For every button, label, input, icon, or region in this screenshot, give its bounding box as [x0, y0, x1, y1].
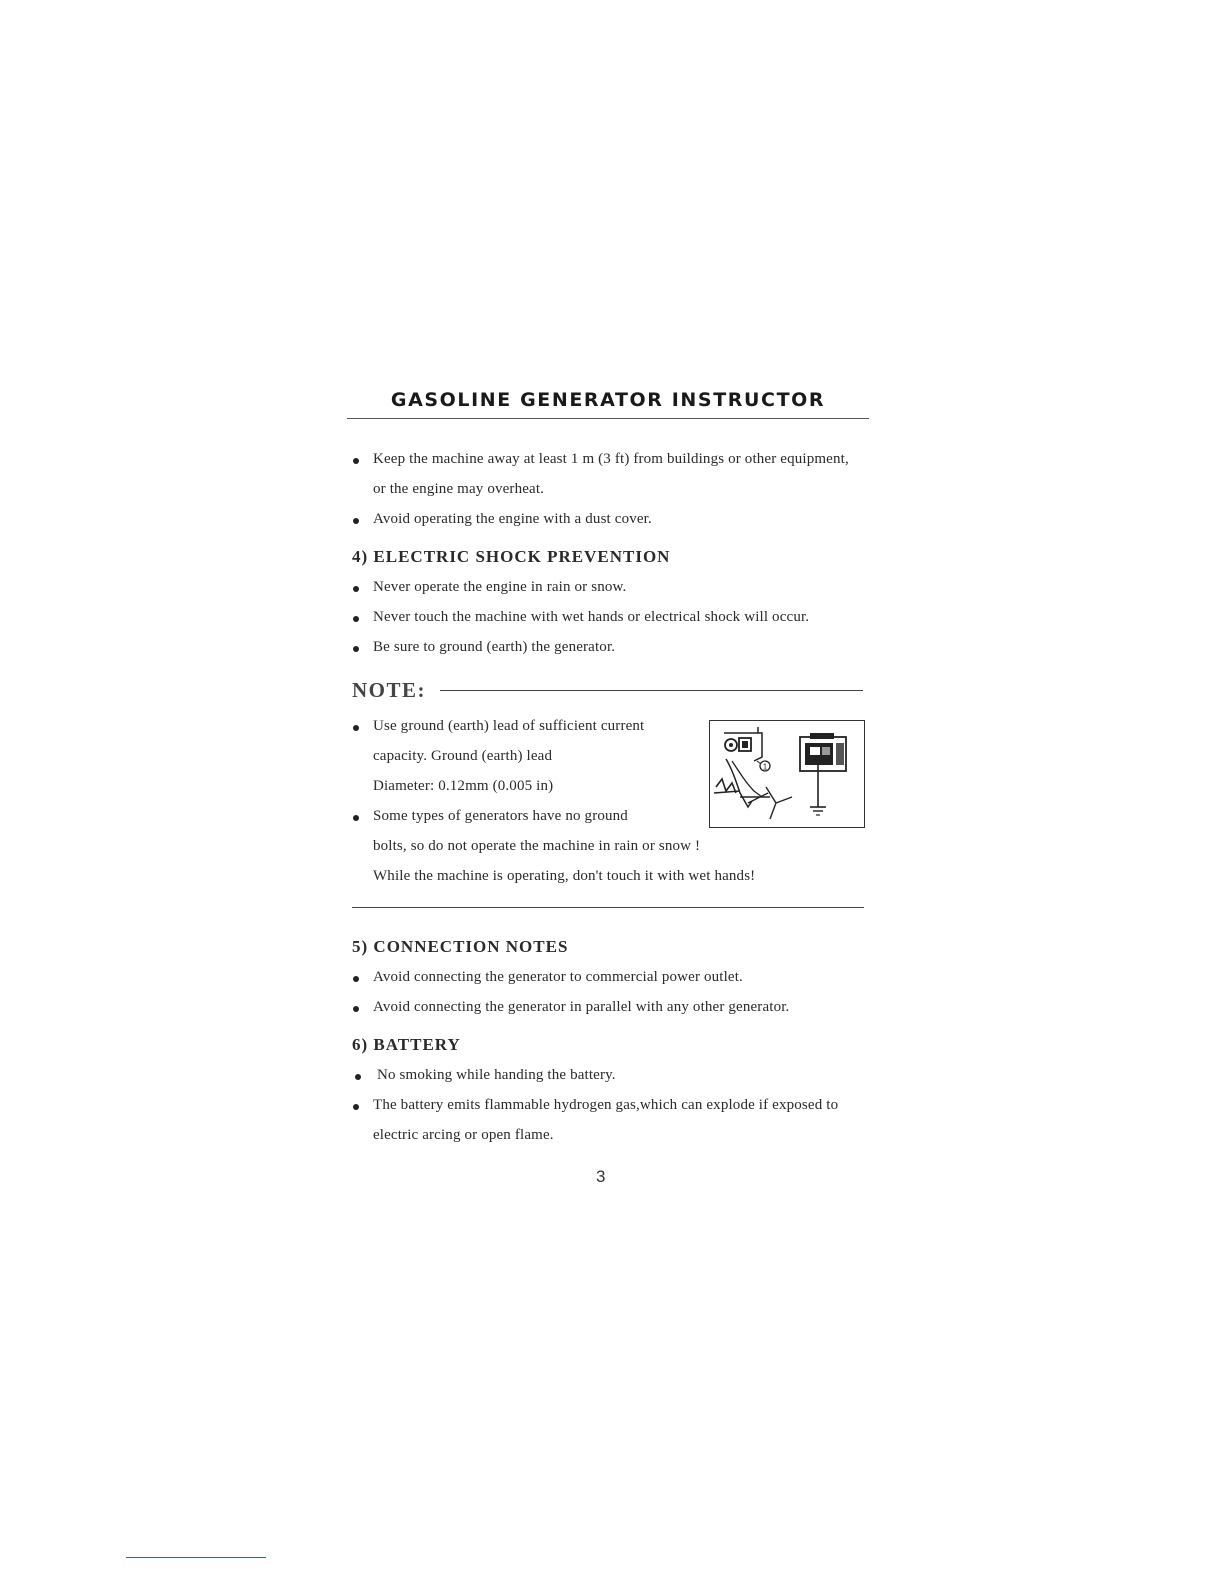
grounding-illustration-icon — [710, 721, 864, 827]
note-divider-bottom — [352, 907, 864, 908]
note-label: NOTE: — [352, 678, 427, 702]
shock-item-1: Never operate the engine in rain or snow. — [373, 579, 627, 595]
bullet-icon — [353, 725, 359, 731]
section-heading-connection: 5) CONNECTION NOTES — [352, 937, 569, 956]
bullet-icon — [353, 976, 359, 982]
connection-item-2: Avoid connecting the generator in parallel with any other generator. — [373, 999, 790, 1015]
intro-item-1-line-1: Keep the machine away at least 1 m (3 ft) from buildings or other equipment, — [373, 451, 849, 467]
section-heading-battery: 6) BATTERY — [352, 1035, 461, 1054]
intro-item-2: Avoid operating the engine with a dust cover. — [373, 511, 652, 527]
bullet-icon — [353, 1104, 359, 1110]
page-number: 3 — [596, 1167, 606, 1186]
note-item-1-line-1: Use ground (earth) lead of sufficient current — [373, 718, 645, 734]
note-item-2-line-2: bolts, so do not operate the machine in rain or snow ! — [373, 838, 701, 854]
bullet-icon — [355, 1074, 361, 1080]
note-item-2-line-3: While the machine is operating, don't touch it with wet hands! — [373, 868, 756, 884]
bullet-icon — [353, 616, 359, 622]
bullet-icon — [353, 646, 359, 652]
bullet-icon — [353, 1006, 359, 1012]
battery-item-2-line-1: The battery emits flammable hydrogen gas,which can explode if exposed to — [373, 1097, 839, 1113]
note-divider-top — [440, 690, 863, 691]
svg-text:1: 1 — [762, 762, 768, 772]
bullet-icon — [353, 586, 359, 592]
note-item-1-line-2: capacity. Ground (earth) lead — [373, 748, 553, 764]
grounding-diagram — [709, 720, 865, 828]
bullet-icon — [353, 458, 359, 464]
intro-item-1-line-2: or the engine may overheat. — [373, 481, 545, 497]
page-title: GASOLINE GENERATOR INSTRUCTOR — [390, 389, 826, 411]
bullet-icon — [353, 518, 359, 524]
note-item-2-line-1: Some types of generators have no ground — [373, 808, 628, 824]
bullet-icon — [353, 815, 359, 821]
battery-item-2-line-2: electric arcing or open flame. — [373, 1127, 554, 1143]
section-heading-electric-shock: 4) ELECTRIC SHOCK PREVENTION — [352, 547, 671, 566]
battery-item-1: No smoking while handing the battery. — [377, 1067, 616, 1083]
note-item-1-line-3: Diameter: 0.12mm (0.005 in) — [373, 778, 554, 794]
shock-item-2: Never touch the machine with wet hands or electrical shock will occur. — [373, 609, 810, 625]
footer-divider — [126, 1557, 266, 1558]
connection-item-1: Avoid connecting the generator to commercial power outlet. — [373, 969, 743, 985]
header-divider — [347, 418, 869, 419]
shock-item-3: Be sure to ground (earth) the generator. — [373, 639, 616, 655]
